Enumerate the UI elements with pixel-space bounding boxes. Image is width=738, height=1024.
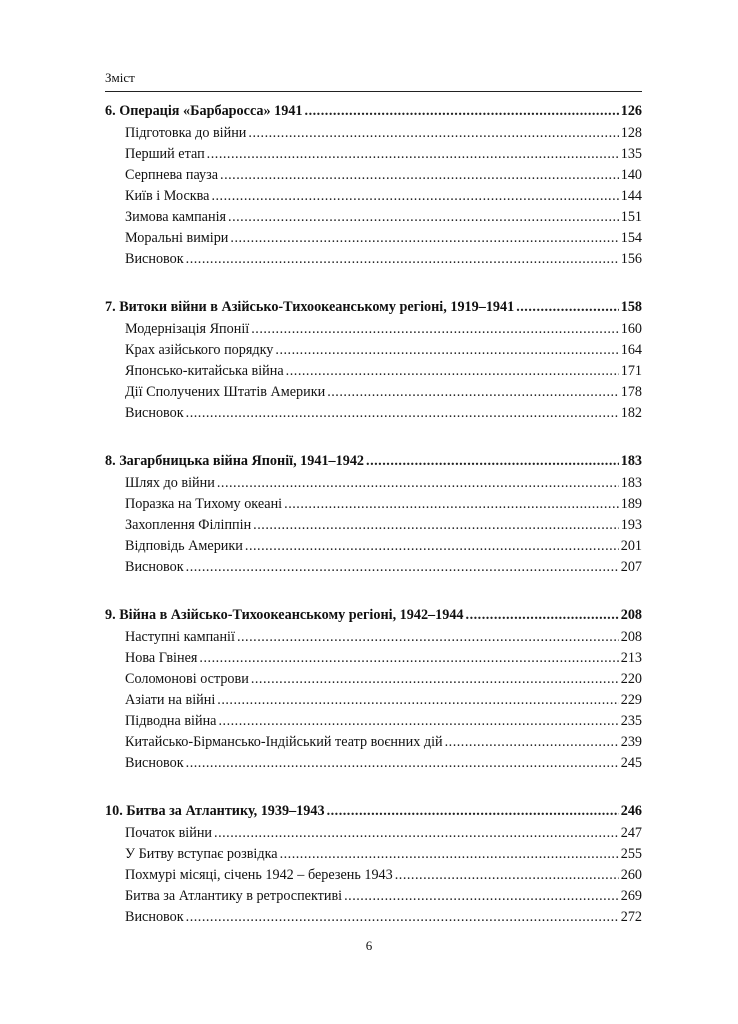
page-ref: 247 [620, 825, 642, 841]
section-entry [105, 732, 642, 753]
section-entry [105, 319, 642, 340]
section-title: Київ і Москва [125, 188, 210, 204]
section-title: Захоплення Філіппін [125, 517, 252, 533]
section-title: Зимова кампанія [125, 209, 227, 225]
dot-leader [251, 319, 618, 340]
page-ref: 164 [620, 342, 642, 358]
page-ref: 193 [620, 517, 642, 533]
chapter-entry [105, 100, 642, 123]
section-entry [105, 515, 642, 536]
page-ref: 156 [620, 251, 642, 267]
chapter-title: 7. Витоки війни в Азійсько-Тихоокеанському регіоні, 1919–1941 [105, 299, 515, 315]
dot-leader [214, 823, 619, 844]
page-ref: 182 [620, 405, 642, 421]
section-entry [105, 403, 642, 424]
dot-leader [228, 207, 619, 228]
section-title: Битва за Атлантику в ретроспективі [125, 888, 343, 904]
dot-leader [186, 403, 619, 424]
section-entry [105, 907, 642, 928]
dot-leader [275, 340, 618, 361]
dot-leader [284, 494, 619, 515]
section-entry [105, 823, 642, 844]
page-ref: 183 [620, 475, 642, 491]
dot-leader [245, 536, 619, 557]
section-title: Крах азійського порядку [125, 342, 274, 358]
dot-leader [207, 144, 619, 165]
page-ref: 239 [620, 734, 642, 750]
section-entry [105, 753, 642, 774]
page-ref: 140 [620, 167, 642, 183]
section-entry [105, 690, 642, 711]
section-entry [105, 865, 642, 886]
dot-leader [186, 557, 619, 578]
page-ref: 183 [620, 453, 642, 469]
section-title: Моральні виміри [125, 230, 229, 246]
section-entry [105, 144, 642, 165]
section-entry [105, 340, 642, 361]
page-number: 6 [365, 938, 373, 953]
dot-leader [186, 753, 619, 774]
section-title: Початок війни [125, 825, 213, 841]
section-entry [105, 249, 642, 270]
dot-leader [217, 473, 619, 494]
section-entry [105, 711, 642, 732]
page-ref: 269 [620, 888, 642, 904]
page-ref: 235 [620, 713, 642, 729]
dot-leader [217, 690, 618, 711]
page-ref: 208 [620, 607, 642, 623]
page-ref: 154 [620, 230, 642, 246]
dot-leader [286, 361, 619, 382]
section-entry [105, 123, 642, 144]
chapter-entry [105, 450, 642, 473]
page-ref: 128 [620, 125, 642, 141]
chapter-entry [105, 604, 642, 627]
chapter-block [105, 604, 642, 774]
section-title: Азіати на війні [125, 692, 216, 708]
page-ref: 213 [620, 650, 642, 666]
dot-leader [230, 228, 618, 249]
section-entry [105, 886, 642, 907]
section-title: Перший етап [125, 146, 205, 162]
section-title: Відповідь Америки [125, 538, 243, 554]
chapter-block [105, 450, 642, 578]
dot-leader [199, 648, 618, 669]
section-entry [105, 536, 642, 557]
page-ref: 246 [620, 803, 642, 819]
chapter-title: 8. Загарбницька війна Японії, 1941–1942 [105, 453, 365, 469]
section-title: Поразка на Тихому океані [125, 496, 283, 512]
section-title: Підготовка до війни [125, 125, 247, 141]
page-ref: 126 [620, 103, 642, 119]
page-ref: 171 [620, 363, 642, 379]
dot-leader [211, 186, 618, 207]
section-title: Соломонові острови [125, 671, 249, 687]
page-ref: 144 [620, 188, 642, 204]
page-ref: 189 [620, 496, 642, 512]
dot-leader [445, 732, 619, 753]
dot-leader [237, 627, 619, 648]
section-title: Висновок [125, 251, 184, 267]
dot-leader [253, 515, 619, 536]
chapter-entry [105, 800, 642, 823]
section-entry [105, 557, 642, 578]
dot-leader [395, 865, 619, 886]
section-title: Серпнева пауза [125, 167, 219, 183]
section-entry [105, 494, 642, 515]
dot-leader [220, 165, 619, 186]
chapter-entry [105, 296, 642, 319]
section-title: Похмурі місяці, січень 1942 – березень 1943 [125, 867, 393, 883]
dot-leader [305, 100, 619, 123]
dot-leader [248, 123, 618, 144]
section-title: Висновок [125, 405, 184, 421]
chapter-block [105, 296, 642, 424]
dot-leader [466, 604, 619, 627]
page-ref: 158 [620, 299, 642, 315]
page-ref: 229 [620, 692, 642, 708]
section-entry [105, 165, 642, 186]
dot-leader [251, 669, 619, 690]
section-title: Китайсько-Бірмансько-Індійський театр воєнних дій [125, 734, 443, 750]
section-entry [105, 228, 642, 249]
section-entry [105, 382, 642, 403]
section-title: Японсько-китайська війна [125, 363, 284, 379]
page-ref: 255 [620, 846, 642, 862]
dot-leader [327, 382, 619, 403]
header-rule [105, 91, 642, 92]
page-ref: 245 [620, 755, 642, 771]
dot-leader [280, 844, 619, 865]
section-title: Висновок [125, 559, 184, 575]
running-header: Зміст [105, 70, 135, 85]
section-entry [105, 207, 642, 228]
section-entry [105, 473, 642, 494]
table-of-contents [105, 100, 642, 954]
dot-leader [186, 249, 619, 270]
chapter-block [105, 100, 642, 270]
dot-leader [218, 711, 618, 732]
page-ref: 272 [620, 909, 642, 925]
section-entry [105, 669, 642, 690]
section-title: Модернізація Японії [125, 321, 250, 337]
dot-leader [516, 296, 619, 319]
page-ref: 178 [620, 384, 642, 400]
dot-leader [344, 886, 619, 907]
section-title: У Битву вступає розвідка [125, 846, 278, 862]
chapter-title: 9. Війна в Азійсько-Тихоокеанському регіоні, 1942–1944 [105, 607, 464, 623]
page-ref: 207 [620, 559, 642, 575]
page-ref: 260 [620, 867, 642, 883]
section-title: Підводна війна [125, 713, 217, 729]
page-ref: 135 [620, 146, 642, 162]
chapter-block [105, 800, 642, 928]
section-entry [105, 186, 642, 207]
page-ref: 208 [620, 629, 642, 645]
section-entry [105, 648, 642, 669]
dot-leader [366, 450, 619, 473]
section-entry [105, 844, 642, 865]
page-ref: 220 [620, 671, 642, 687]
page-ref: 151 [620, 209, 642, 225]
chapter-title: 10. Битва за Атлантику, 1939–1943 [105, 803, 325, 819]
page-ref: 201 [620, 538, 642, 554]
section-title: Шлях до війни [125, 475, 215, 491]
section-title: Висновок [125, 909, 184, 925]
chapter-title: 6. Операція «Барбаросса» 1941 [105, 103, 303, 119]
section-entry [105, 627, 642, 648]
section-title: Висновок [125, 755, 184, 771]
section-entry [105, 361, 642, 382]
dot-leader [327, 800, 619, 823]
section-title: Дії Сполучених Штатів Америки [125, 384, 326, 400]
page-ref: 160 [620, 321, 642, 337]
section-title: Наступні кампанії [125, 629, 235, 645]
dot-leader [186, 907, 619, 928]
section-title: Нова Гвінея [125, 650, 198, 666]
